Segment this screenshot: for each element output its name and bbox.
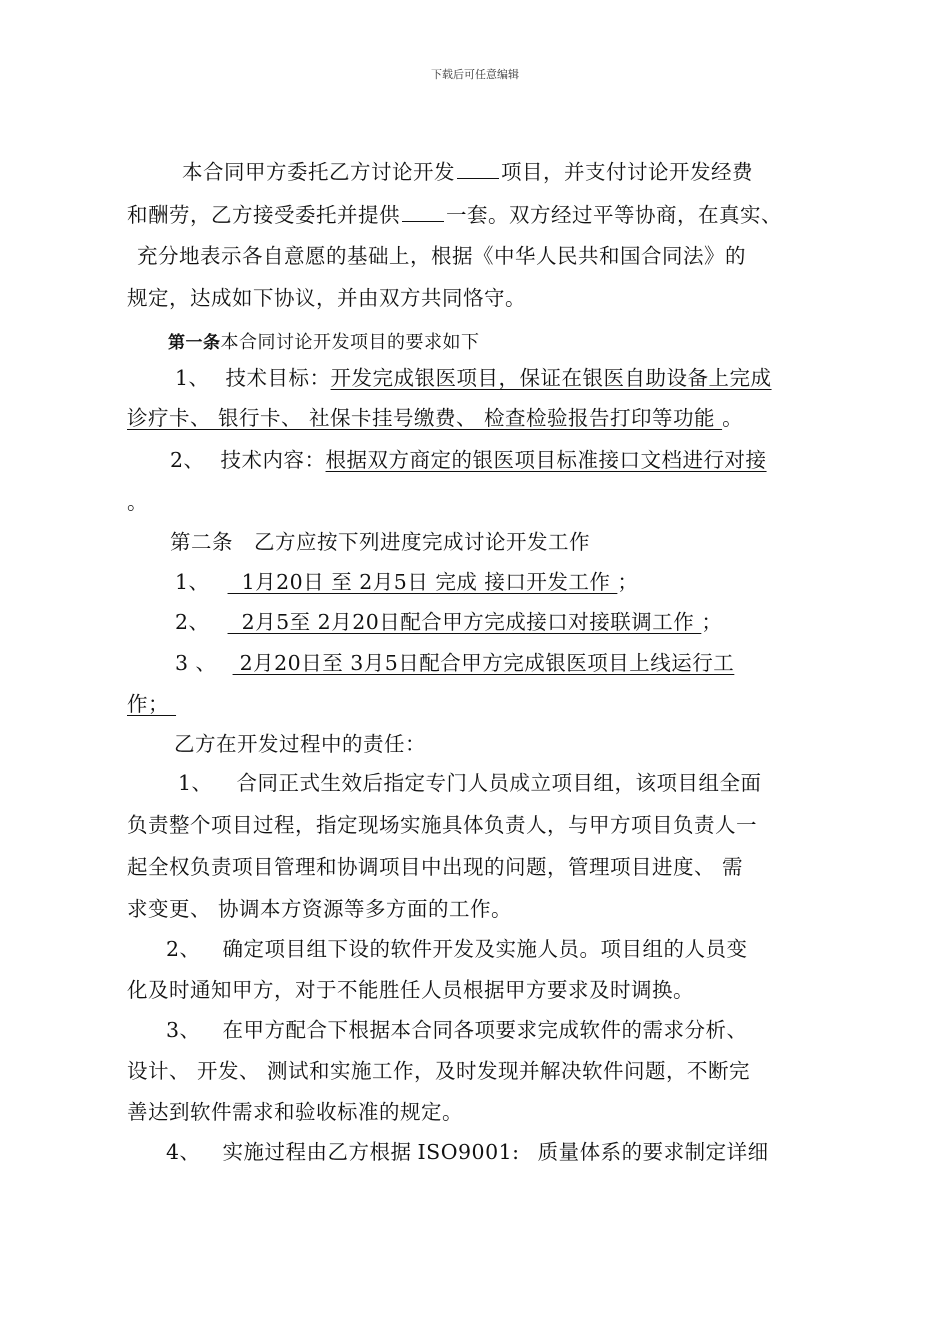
item-end: 。 (722, 406, 744, 430)
schedule-end: ； (701, 610, 723, 634)
intro-text: 和酬劳，乙方接受委托并提供 (127, 203, 400, 227)
duty-4-line1 (166, 1140, 769, 1164)
blank-field (402, 203, 444, 222)
item-number: 2、 (170, 448, 205, 472)
duty-3-line1 (166, 1018, 748, 1042)
blank-field (457, 160, 499, 179)
item-label: 技术内容： (220, 448, 326, 472)
schedule-number: 3 、 (175, 651, 217, 675)
schedule-end: ； (617, 570, 639, 594)
article1-item2-line2: 。 (127, 490, 148, 514)
article2-heading: 第二条 乙方应按下列进度完成讨论开发工作 (170, 530, 590, 554)
article1-title: 本合同讨论开发项目的要求如下 (220, 332, 480, 353)
duty-text: 实施过程由乙方根据 (222, 1140, 412, 1164)
article1-heading (168, 329, 480, 355)
intro-line-2 (127, 203, 782, 227)
item-value: 开发完成银医项目，保证在银医自助设备上完成 (330, 366, 772, 390)
duty-3-line3: 善达到软件需求和验收标准的规定。 (127, 1100, 463, 1124)
iso-standard: ISO9001: (417, 1140, 520, 1164)
schedule-item-3-line2 (127, 692, 176, 716)
article1-item1-line1 (175, 366, 772, 390)
intro-text: 项目，并支付讨论开发经费 (501, 160, 753, 184)
duty-text: 质量体系的要求制定详细 (537, 1140, 769, 1164)
duty-number: 1、 (178, 771, 213, 795)
intro-line-3: 充分地表示各自意愿的基础上，根据《中华人民共和国合同法》的 (137, 244, 746, 268)
duty-2-line2: 化及时通知甲方，对于不能胜任人员根据甲方要求及时调换。 (127, 978, 694, 1002)
item-label: 技术目标： (225, 366, 331, 390)
article1-number: 第一条 (168, 333, 221, 353)
duty-2-line1 (166, 937, 748, 961)
duties-heading: 乙方在开发过程中的责任： (174, 732, 426, 756)
duty-number: 2、 (166, 937, 201, 961)
intro-text: 一套。双方经过平等协商，在真实、 (446, 203, 782, 227)
duty-1-line3: 起全权负责项目管理和协调项目中出现的问题，管理项目进度、 需 (127, 855, 744, 879)
schedule-item-3-line1 (175, 651, 734, 675)
duty-1-line2: 负责整个项目过程，指定现场实施具体负责人，与甲方项目负责人一 (127, 813, 757, 837)
intro-line-4: 规定，达成如下协议，并由双方共同恪守。 (127, 286, 526, 310)
schedule-text: 1月20日 至 2月5日 完成 接口开发工作 (227, 570, 618, 594)
intro-line-1 (182, 160, 753, 184)
duty-text: 合同正式生效后指定专门人员成立项目组，该项目组全面 (236, 771, 762, 795)
duty-number: 3、 (166, 1018, 201, 1042)
schedule-item-1 (175, 570, 638, 594)
schedule-text: 2月5至 2月20日配合甲方完成接口对接联调工作 (227, 610, 702, 634)
item-value: 诊疗卡、 银行卡、 社保卡挂号缴费、 检查检验报告打印等功能 (127, 406, 723, 430)
schedule-number: 2、 (175, 610, 210, 634)
item-value: 根据双方商定的银医项目标准接口文档进行对接 (325, 448, 767, 472)
duty-text: 确定项目组下设的软件开发及实施人员。项目组的人员变 (222, 937, 748, 961)
article1-item2-line1 (170, 448, 767, 472)
schedule-text: 作； (127, 692, 177, 716)
duty-text: 在甲方配合下根据本合同各项要求完成软件的需求分析、 (222, 1018, 748, 1042)
article1-item1-line2 (127, 406, 743, 430)
page-header: 下载后可任意编辑 (431, 68, 519, 81)
schedule-text: 2月20日至 3月5日配合甲方完成银医项目上线运行工 (232, 651, 735, 675)
duty-3-line2: 设计、 开发、 测试和实施工作，及时发现并解决软件问题，不断完 (127, 1059, 751, 1083)
schedule-item-2 (175, 610, 722, 634)
duty-1-line4: 求变更、 协调本方资源等多方面的工作。 (127, 897, 513, 921)
schedule-number: 1、 (175, 570, 210, 594)
intro-text: 本合同甲方委托乙方讨论开发 (182, 160, 455, 184)
duty-1-line1 (178, 771, 762, 795)
duty-number: 4、 (166, 1140, 201, 1164)
item-number: 1、 (175, 366, 210, 390)
